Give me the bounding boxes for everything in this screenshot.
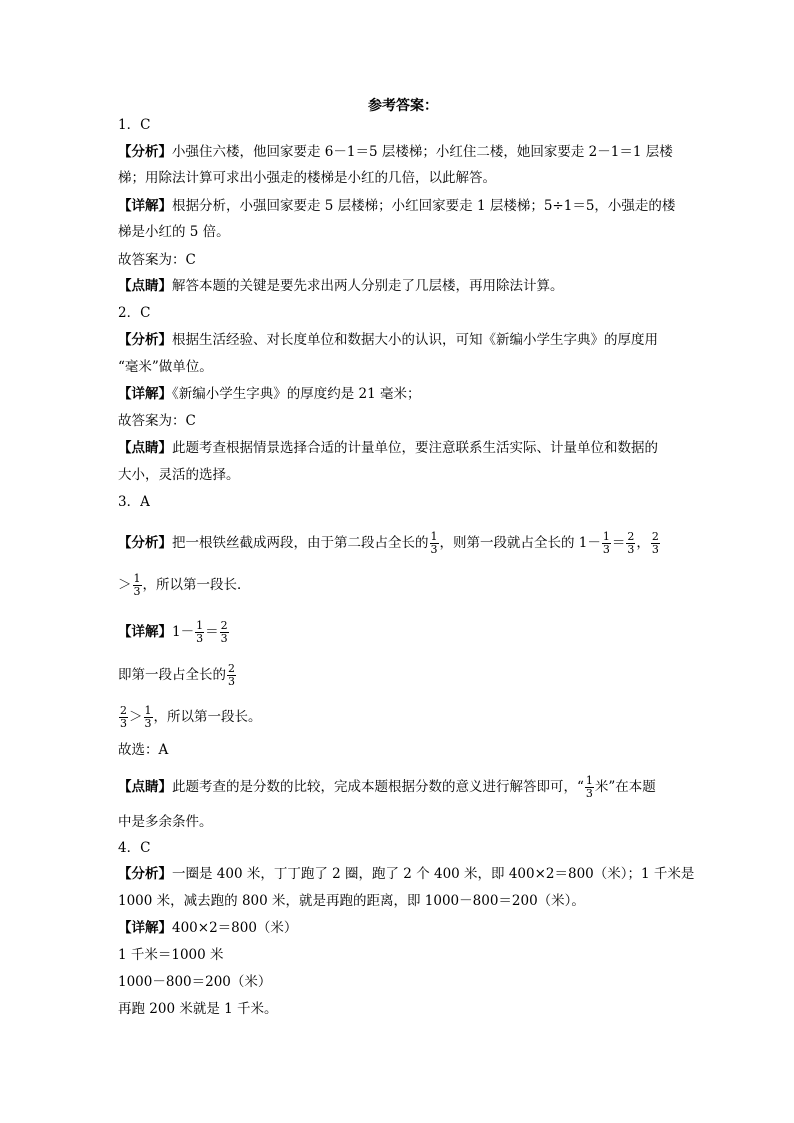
q3-detail-text-a: 1－ [172,624,195,640]
q2-analysis-line1 [118,330,658,350]
q3-analysis-text-c: ＝ [611,535,626,551]
q3-point-text-a: 此题考查的是分数的比较，完成本题根据分数的意义进行解答即可，“ [172,779,584,795]
fraction-one-third: $\frac{1}{3}$ [602,530,610,556]
q3-point-line2: 中是多余条件。 [118,814,213,830]
q1-detail-line1 [118,196,675,216]
q2-detail [118,384,421,404]
q4-detail-line1 [118,918,297,938]
q1-number: 1．C [118,117,151,133]
q3-detail-text-b: ＝ [205,624,219,640]
q4-detail-line2: 1 千米＝1000 米 [118,947,224,963]
q4-analysis-text1: 一圈是 400 米，丁丁跑了 2 圈，跑了 2 个 400 米，即 400×2＝800（米）；1 千米是 [172,866,695,882]
q3-point-text-b: 米”在本题 [594,779,656,795]
q2-answer: 故答案为：C [118,413,196,429]
q1-analysis-line1 [118,142,673,162]
detail-tag: 【详解】 [118,386,172,402]
analysis-tag: 【分析】 [118,144,172,160]
detail-tag: 【详解】 [118,920,172,936]
q1-point [118,276,564,296]
detail-tag: 【详解】 [118,624,172,640]
q3-analysis-text-a: 把一根铁丝截成两段，由于第二段占全长的 [172,535,429,551]
q3-detail-line1 [118,617,230,647]
q3-number: 3．A [118,494,150,510]
fraction-one-third: $\frac{1}{3}$ [430,530,438,556]
analysis-tag: 【分析】 [118,866,172,882]
q3-analysis-text-f: ，所以第一段长． [142,577,251,593]
fraction-two-thirds: $\frac{2}{3}$ [120,704,127,730]
q3-detail-line2 [118,660,237,690]
fraction-one-third: $\frac{1}{3}$ [133,572,141,598]
fraction-two-thirds: $\frac{2}{3}$ [228,662,235,688]
q3-detail-line2-text: 即第一段占全长的 [118,667,226,683]
q4-analysis-line1 [118,864,694,884]
page-title: 参考答案： [368,98,438,114]
point-tag: 【点睛】 [118,440,172,456]
fraction-one-third: $\frac{1}{3}$ [196,619,204,645]
q2-number: 2．C [118,305,151,321]
q1-answer: 故答案为：C [118,252,196,268]
detail-tag: 【详解】 [118,198,172,214]
q3-analysis-text-b: ，则第一段就占全长的 1－ [439,535,601,551]
q3-analysis-text-d: ， [636,535,650,551]
q1-detail-text1: 根据分析，小强回家要走 5 层楼梯；小红回家要走 1 层楼梯；5÷1＝5，小强走的楼 [172,198,676,214]
q4-number: 4．C [118,840,151,856]
q2-analysis-line2: “毫米”做单位。 [118,359,213,375]
fraction-one-third: $\frac{1}{3}$ [144,704,152,730]
q4-detail-line3: 1000－800＝200（米） [118,974,272,990]
q2-analysis-text1: 根据生活经验、对长度单位和数据大小的认识，可知《新编小学生字典》的厚度用 [172,332,658,348]
point-tag: 【点睛】 [118,278,172,294]
q1-detail-line2: 梯是小红的 5 倍。 [118,224,230,240]
q2-point-line2: 大小，灵活的选择。 [118,467,240,483]
fraction-two-thirds: $\frac{2}{3}$ [627,530,635,556]
q3-answer: 故选：A [118,742,169,758]
q3-detail-line3-gt: ＞ [129,709,143,725]
q1-analysis-text1: 小强住六楼，他回家要走 6－1＝5 层楼梯；小红住二楼，她回家要走 2－1＝1 层楼 [172,144,673,160]
q2-point-text1: 此题考查根据情景选择合适的计量单位，要注意联系生活实际、计量单位和数据的 [172,440,658,456]
q1-point-text: 解答本题的关键是要先求出两人分别走了几层楼，再用除法计算。 [172,278,564,294]
q1-analysis-line2: 梯；用除法计算可求出小强走的楼梯是小红的几倍，以此解答。 [118,170,496,186]
q4-detail-line4: 再跑 200 米就是 1 千米。 [118,1001,278,1017]
q4-analysis-line2: 1000 米，减去跑的 800 米，就是再跑的距离，即 1000－800＝200（米）。 [118,893,585,909]
q3-detail-line3 [118,702,262,732]
analysis-tag: 【分析】 [118,535,172,551]
q4-detail-text1: 400×2＝800（米） [172,920,298,936]
q2-point-line1 [118,438,658,458]
point-tag: 【点睛】 [118,779,172,795]
q3-detail-line3-text: ，所以第一段长。 [153,709,262,725]
q3-analysis-line1 [118,528,661,558]
fraction-one-third: $\frac{1}{3}$ [585,774,593,800]
fraction-two-thirds: $\frac{2}{3}$ [220,619,228,645]
q2-detail-text: 《新编小学生字典》的厚度约是 21 毫米； [172,386,421,402]
fraction-two-thirds: $\frac{2}{3}$ [651,530,659,556]
q3-point-line1 [118,772,656,802]
q3-analysis-line2 [118,570,251,600]
q3-analysis-text-e: ＞ [118,577,132,593]
analysis-tag: 【分析】 [118,332,172,348]
